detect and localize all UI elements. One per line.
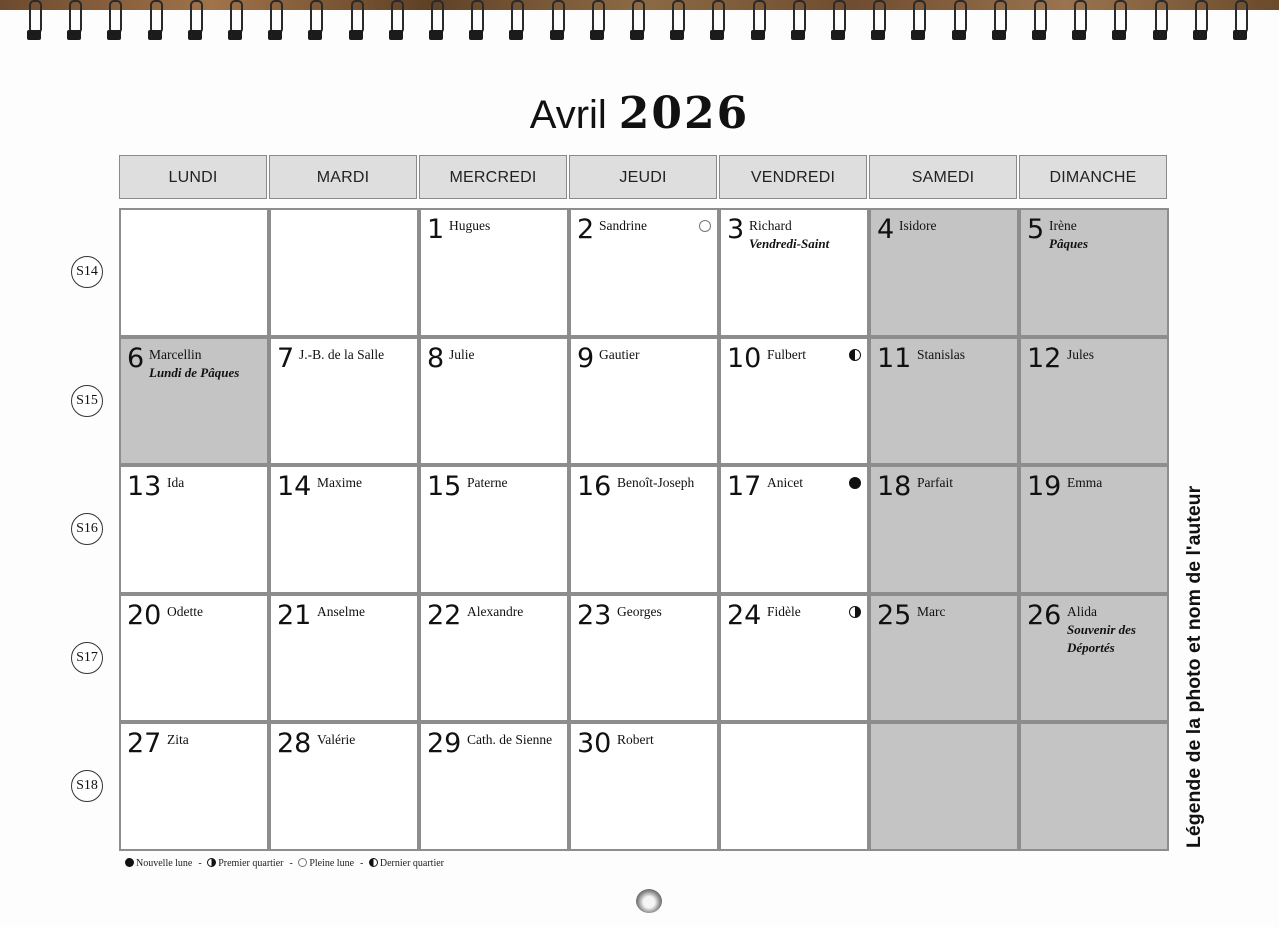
saint-name: Anselme [317, 603, 365, 619]
day-number: 29 [427, 728, 462, 760]
binding-ring [790, 0, 806, 40]
binding-ring [549, 0, 565, 40]
binding-ring [1071, 0, 1087, 40]
binding-ring [227, 0, 243, 40]
saint-name: Hugues [449, 218, 491, 233]
saint-name: Fulbert [767, 346, 806, 362]
moon-phase-legend [125, 858, 448, 872]
binding-ring [267, 0, 283, 40]
legend-full-moon: Pleine lune [309, 858, 355, 869]
spiral-binding [0, 0, 1279, 44]
saint-name: Parfait [917, 475, 953, 491]
saint-name: Stanislas [917, 346, 966, 362]
binding-ring [106, 0, 122, 40]
new-moon-icon [849, 477, 861, 489]
week-number: S18 [71, 770, 103, 802]
saint-name: Isidore [899, 218, 937, 233]
day-cell [869, 594, 1019, 723]
day-cell [419, 722, 569, 851]
weekday-header-row [119, 155, 1169, 201]
day-cell [719, 594, 869, 723]
saint-name: Anicet [767, 475, 803, 491]
day-number: 23 [577, 599, 612, 631]
full-moon-icon [699, 220, 711, 232]
saint-name: Cath. de Sienne [467, 732, 553, 748]
day-cell [569, 722, 719, 851]
saint-name: Robert [617, 732, 654, 748]
saint-name: Sandrine [599, 218, 647, 233]
binding-ring [629, 0, 645, 40]
saint-name: Alexandre [467, 603, 524, 619]
year: 2026 [618, 88, 750, 139]
binding-ring [1111, 0, 1127, 40]
day-number: 14 [277, 471, 312, 503]
month-grid [119, 208, 1171, 852]
empty-cell [869, 722, 1019, 851]
day-number: 7 [277, 342, 295, 374]
day-number: 25 [877, 599, 912, 631]
saint-name: Georges [617, 603, 662, 619]
binding-ring [991, 0, 1007, 40]
day-number: 24 [727, 599, 762, 631]
hanging-hole [636, 889, 662, 913]
day-number: 1 [427, 214, 445, 245]
day-number: 12 [1027, 342, 1062, 374]
first-quarter-moon-icon [849, 606, 861, 618]
binding-ring [870, 0, 886, 40]
day-number: 8 [427, 342, 445, 374]
empty-cell [119, 208, 269, 337]
binding-ring [750, 0, 766, 40]
day-cell [269, 594, 419, 723]
day-number: 10 [727, 342, 762, 374]
saint-name: Marcellin [149, 346, 202, 362]
empty-cell [719, 722, 869, 851]
day-number: 6 [127, 342, 145, 374]
binding-ring [187, 0, 203, 40]
day-cell [719, 337, 869, 466]
new-moon-icon [125, 858, 134, 867]
day-cell [569, 465, 719, 594]
saint-name: Odette [167, 603, 203, 619]
day-cell [869, 208, 1019, 337]
day-number: 5 [1027, 214, 1045, 245]
binding-ring [26, 0, 42, 40]
legend-separator: - [289, 858, 293, 869]
day-number: 3 [727, 214, 745, 245]
binding-ring [348, 0, 364, 40]
day-number: 20 [127, 599, 162, 631]
binding-ring [508, 0, 524, 40]
day-cell [119, 337, 269, 466]
saint-name: Marc [917, 603, 946, 619]
day-number: 4 [877, 214, 895, 245]
weekday-header: DIMANCHE [1019, 155, 1167, 199]
last-quarter-icon [369, 858, 378, 867]
binding-ring [147, 0, 163, 40]
day-cell [1019, 465, 1169, 594]
binding-ring [428, 0, 444, 40]
binding-ring [307, 0, 323, 40]
binding-ring [388, 0, 404, 40]
saint-name: Ida [167, 475, 185, 491]
first-quarter-icon [207, 858, 216, 867]
holiday-label: Vendredi-Saint [749, 236, 830, 251]
week-number: S17 [71, 642, 103, 674]
binding-ring [1232, 0, 1248, 40]
legend-last-quarter: Dernier quartier [379, 858, 445, 869]
day-number: 2 [577, 214, 595, 245]
saint-name: Maxime [317, 475, 362, 491]
day-cell [569, 208, 719, 337]
saint-name: Zita [167, 732, 189, 748]
binding-ring [1152, 0, 1168, 40]
saint-name: Jules [1067, 346, 1094, 362]
weekday-header: SAMEDI [869, 155, 1017, 199]
day-cell [419, 465, 569, 594]
day-cell [119, 465, 269, 594]
week-number: S15 [71, 385, 103, 417]
saint-name: Fidèle [767, 603, 801, 619]
weekday-header: MARDI [269, 155, 417, 199]
weekday-header: LUNDI [119, 155, 267, 199]
day-cell [419, 208, 569, 337]
holiday-label: Pâques [1049, 236, 1088, 251]
legend-new-moon: Nouvelle lune [136, 858, 193, 869]
binding-ring [951, 0, 967, 40]
day-cell [269, 465, 419, 594]
holiday-label: Souvenir des Déportés [1067, 621, 1136, 655]
legend-first-quarter: Premier quartier [218, 858, 284, 869]
saint-name: Gautier [599, 346, 640, 362]
empty-cell [1019, 722, 1169, 851]
day-number: 16 [577, 471, 612, 503]
day-cell [419, 594, 569, 723]
day-cell [569, 337, 719, 466]
saint-name: Emma [1067, 475, 1103, 491]
day-number: 22 [427, 599, 462, 631]
day-number: 26 [1027, 599, 1062, 631]
day-number: 17 [727, 471, 762, 503]
day-number: 18 [877, 471, 912, 503]
day-cell [119, 722, 269, 851]
week-number: S16 [71, 513, 103, 545]
day-number: 21 [277, 599, 312, 631]
binding-ring [669, 0, 685, 40]
day-cell [269, 337, 419, 466]
binding-ring [910, 0, 926, 40]
saint-name: Paterne [467, 475, 508, 491]
weekday-header: VENDREDI [719, 155, 867, 199]
day-cell [869, 465, 1019, 594]
saint-name: Richard [749, 218, 792, 233]
day-cell [1019, 337, 1169, 466]
full-moon-icon [298, 858, 307, 867]
day-cell [1019, 594, 1169, 723]
week-number: S14 [71, 256, 103, 288]
legend-separator: - [198, 858, 202, 869]
saint-name: Julie [449, 346, 475, 362]
day-number: 9 [577, 342, 595, 374]
saint-name: Irène [1049, 218, 1077, 233]
legend-separator: - [360, 858, 364, 869]
day-cell [719, 465, 869, 594]
day-cell [419, 337, 569, 466]
holiday-label: Lundi de Pâques [149, 364, 240, 380]
last-quarter-moon-icon [849, 349, 861, 361]
day-cell [1019, 208, 1169, 337]
binding-ring [709, 0, 725, 40]
empty-cell [269, 208, 419, 337]
binding-ring [1031, 0, 1047, 40]
saint-name: Valérie [317, 732, 356, 748]
day-cell [869, 337, 1019, 466]
binding-ring [66, 0, 82, 40]
weekday-header: JEUDI [569, 155, 717, 199]
binding-ring [468, 0, 484, 40]
binding-ring [589, 0, 605, 40]
binding-ring [1192, 0, 1208, 40]
month-name: Avril [529, 93, 607, 137]
photo-caption: Légende de la photo et nom de l'auteur [1183, 485, 1205, 848]
saint-name: Alida [1067, 603, 1097, 619]
day-number: 15 [427, 471, 462, 503]
day-cell [569, 594, 719, 723]
day-number: 11 [877, 342, 912, 374]
weekday-header: MERCREDI [419, 155, 567, 199]
day-cell [719, 208, 869, 337]
binding-ring [830, 0, 846, 40]
day-number: 30 [577, 728, 612, 760]
page-title [0, 88, 1279, 139]
day-number: 28 [277, 728, 312, 760]
day-cell [269, 722, 419, 851]
saint-name: Benoît-Joseph [617, 475, 695, 491]
day-cell [119, 594, 269, 723]
day-number: 27 [127, 728, 162, 760]
saint-name: J.-B. de la Salle [299, 346, 385, 362]
day-number: 13 [127, 471, 162, 503]
day-number: 19 [1027, 471, 1062, 503]
